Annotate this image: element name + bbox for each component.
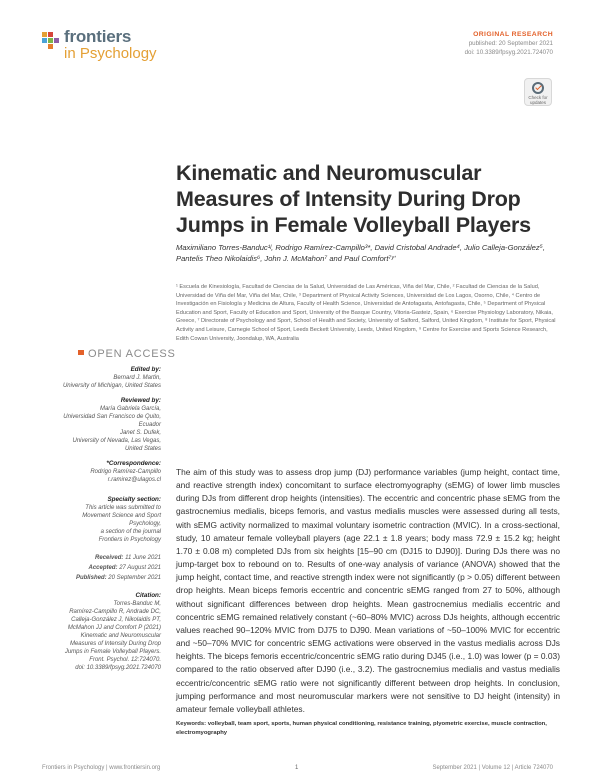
specialty-label: Specialty section: xyxy=(107,496,161,503)
keywords-label: Keywords: xyxy=(176,721,207,727)
reviewed-by-label: Reviewed by: xyxy=(120,397,161,404)
affiliations: ¹ Escuela de Kinesiología, Facultad de Ciencias de la Salud, Universidad de Las Américas, Viña del Mar, Chile, ² Facultad de Ciencias de la Salud, Universidad de Viña del Mar, Viña del Mar, Chile, ³ Department of Physical Activity Sciences, Universidad de Los Lagos, Osorno, Chile, ⁴ Centro de Investigación en Fisiología y Medicina de Altura, Faculty of Health Science, Universidad de Antofagasta, Antofagasta, Chile, ⁵ Department of Physical Education and Sport, Faculty of Education and Sport, University of the Basque Country, Vitoria-Gasteiz, Spain, ⁶ Exercise Physiology Laboratory, Nikaia, Greece, ⁷ Directorate of Psychology and Sport, School of Health and Society, University of Salford, Salford, United Kingdom, ⁸ Institute for Sport, Physical Activity and Leisure, Carnegie School of Sport, Leeds Beckett University, Leeds, United Kingdom, ⁹ Centre for Exercise and Sports Science Research, Edith Cowan University, Joondalup, WA, Australia xyxy=(176,284,556,342)
edited-by-label: Edited by: xyxy=(130,366,161,373)
check-for-updates-button[interactable] xyxy=(524,78,552,106)
check-updates-label: Check for updates xyxy=(528,95,548,105)
article-type: ORIGINAL RESEARCH xyxy=(473,31,553,38)
article-info-sidebar xyxy=(21,366,161,672)
editor: Bernard J. Martin, University of Michigan, United States xyxy=(62,375,161,389)
received-date xyxy=(21,554,161,562)
doi[interactable]: doi: 10.3389/fpsyg.2021.724070 xyxy=(464,49,553,56)
open-access-label: OPEN ACCESS xyxy=(88,348,176,360)
journal-name-line1: frontiers xyxy=(64,27,132,46)
journal-logo xyxy=(40,24,180,64)
article-header xyxy=(465,30,553,57)
footer-issue: September 2021 | Volume 12 | Article 724070 xyxy=(432,765,553,771)
published-date: published: 20 September 2021 xyxy=(468,40,553,47)
check-updates-icon xyxy=(532,82,544,94)
received-value: 11 June 2021 xyxy=(125,555,161,561)
published-value: 20 September 2021 xyxy=(108,575,161,581)
published-sidebar-date xyxy=(21,574,161,582)
citation-label: Citation: xyxy=(135,592,161,599)
journal-name-line2: in Psychology xyxy=(64,45,157,62)
specialty-section: This article was submitted to Movement Science and Sport Psychology, a section of the journal Frontiers in Psychology xyxy=(82,505,161,543)
accepted-label: Accepted: xyxy=(88,565,118,571)
keywords-list: volleyball, team sport, sports, human physical conditioning, resistance training, plyometric exercise, muscle contraction, electromyography xyxy=(176,721,547,736)
page-number: 1 xyxy=(295,765,299,771)
keywords xyxy=(176,720,560,737)
citation: Torres-Banduc M, Ramírez-Campillo R, Andrade DC, Calleja-González J, Nikolaidis PT, McMahon JJ and Comfort P (2021) Kinematic and Neuromuscular Measures of Intensity During Drop Jumps in Female Volleyball Players. Front. Psychol. 12:724070. doi: 10.3389/fpsyg.2021.724070 xyxy=(64,601,161,671)
footer-journal[interactable]: Frontiers in Psychology | www.frontiersin.org xyxy=(42,765,161,771)
received-label: Received: xyxy=(95,555,124,561)
abstract: The aim of this study was to assess drop jump (DJ) performance variables (jump height, contact time, and reactive strength index) concomitant to surface electromyography (sEMG) of lower limb muscles during DJs from different drop heights (intensities). The eccentric and concentric phase sEMG from the gastrocnemius medialis, biceps femoris, and vastus medialis muscles were assessed during all tests, with sEMG activity normalized to maximal voluntary isometric contraction (MVIC). In a cross-sectional, study, 10 amateur female volleyball players (age 22.1 ± 1.8 years; body mass 72.9 ± 15.2 kg; height 1.70 ± 0.08 m) completed DJs from six heights [15–90 cm (DJ15 to DJ90)]. During DJs there was no jump-target box to rebound on to. Results of one-way analysis of variance (ANOVA) showed that the jump height, contact time, and reactive strength index were not significantly (p > 0.05) different between drop heights. Mean biceps femoris eccentric and concentric sEMG ranged from 27 to 50%, although without significant differences between drop heights. Mean gastrocnemius medialis eccentric and concentric sEMG remained relatively constant (~60–80% MVIC) across DJs heights, although eccentric values reached 90–120% MVIC from DJ75 to DJ90. Mean variations of ~50–100% MVIC for eccentric and ~50–70% MVIC for concentric sEMG activations were observed in the vastus medialis across DJs heights. The biceps femoris eccentric/concentric sEMG ratio during DJ45 (i.e., 1.0) was lower (p = 0.03) compared to the ratio observed after DJ90 (i.e., 3.2). The gastrocnemius medialis and vastus medialis eccentric/concentric sEMG ratio were not significantly different between drop heights. In conclusion, jumping performance and most neuromuscular markers were not sensitive to DJ height (intensity) in amateur female volleyball athletes. xyxy=(176,467,560,714)
author-list: Maximiliano Torres-Banduc¹ʲ, Rodrigo Ramírez-Campillo³*, David Cristobal Andrade⁴, Julio Calleja-González⁵, Pantelis Theo Nikolaidis⁶, John J. McMahon⁷ and Paul Comfort⁷ʸʹ xyxy=(176,243,545,263)
article-title: Kinematic and Neuromuscular Measures of Intensity During Drop Jumps in Female Volleyball Players xyxy=(176,161,531,237)
accepted-date xyxy=(21,564,161,572)
correspondence-label: *Correspondence: xyxy=(106,460,161,467)
open-access-icon xyxy=(78,350,84,355)
frontiers-logo-icon xyxy=(40,30,62,52)
reviewers: María Gabriela García, Universidad San Francisco de Quito, Ecuador Janet S. Dufek, University of Nevada, Las Vegas, United States xyxy=(63,406,161,452)
correspondence[interactable]: Rodrigo Ramírez-Campillo r.ramirez@ulagos.cl xyxy=(90,469,161,483)
accepted-value: 27 August 2021 xyxy=(119,565,161,571)
published-label: Published: xyxy=(75,575,107,581)
